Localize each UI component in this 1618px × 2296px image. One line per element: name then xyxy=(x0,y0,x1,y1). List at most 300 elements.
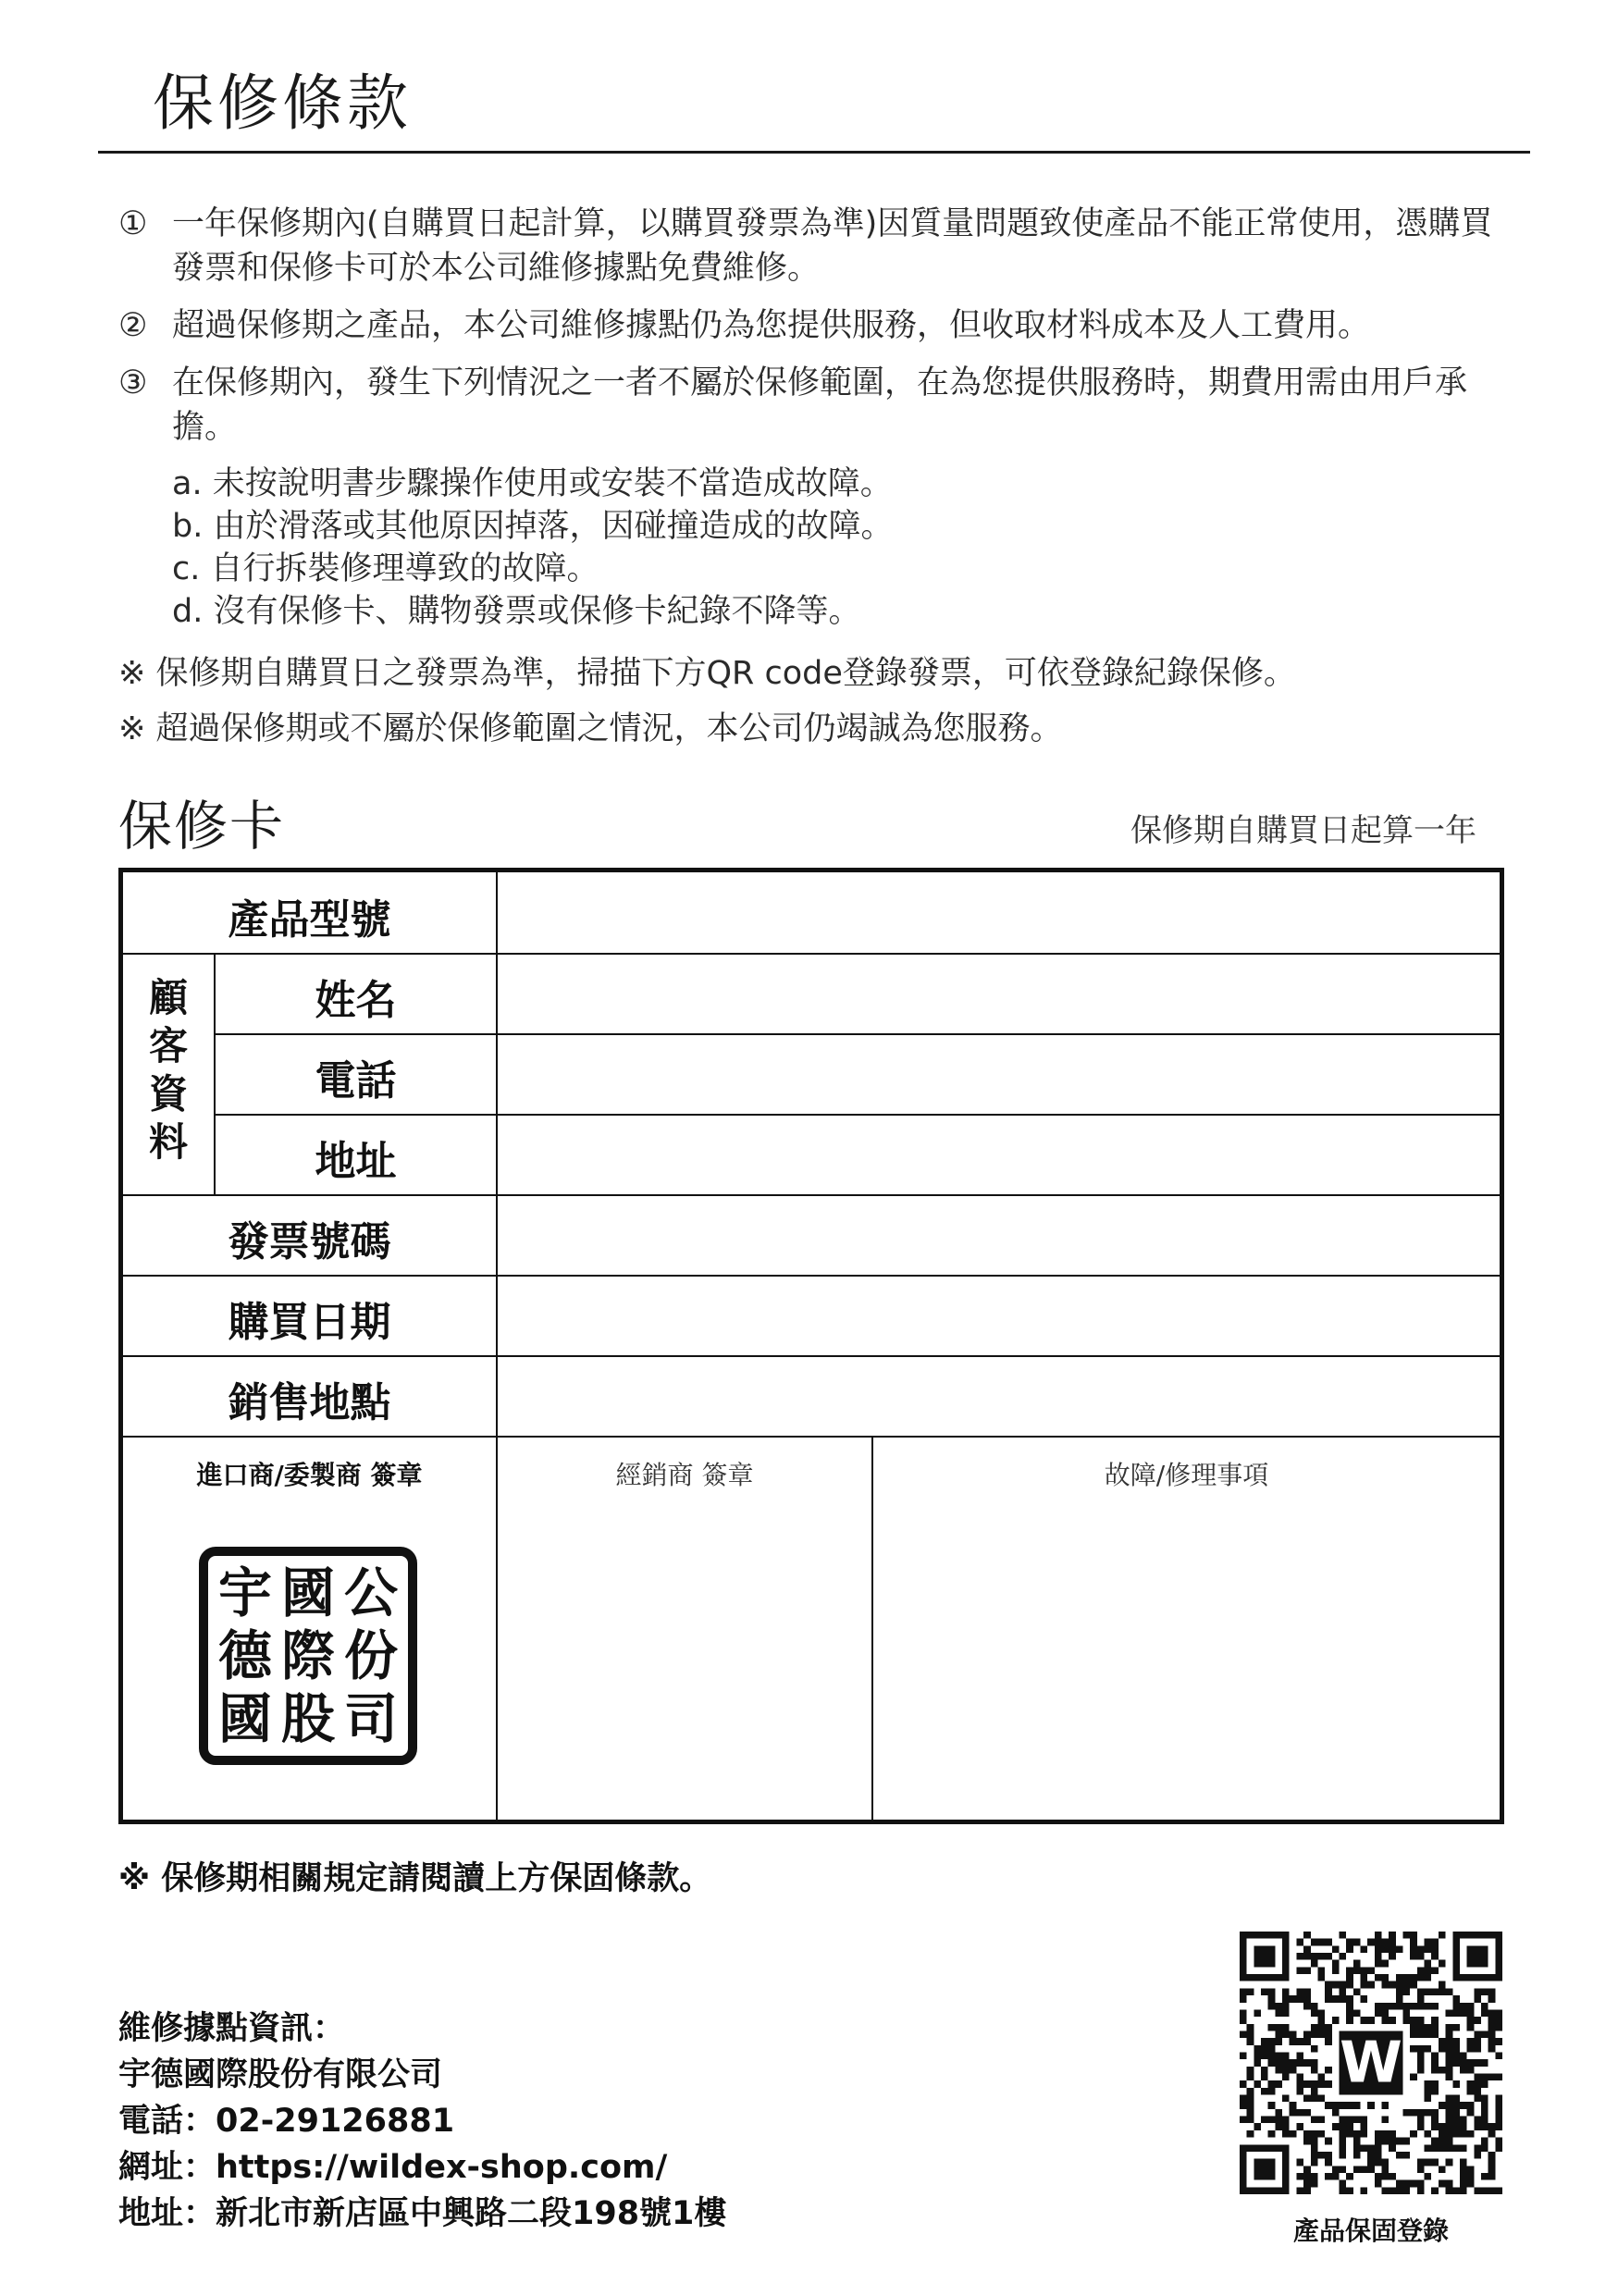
qr-module xyxy=(1403,2017,1411,2024)
label-name: 姓名 xyxy=(315,977,397,1024)
qr-module xyxy=(1296,2187,1303,2194)
qr-module xyxy=(1495,2109,1502,2117)
qr-module xyxy=(1488,1995,1496,2003)
qr-module xyxy=(1452,2130,1460,2138)
qr-module xyxy=(1425,2144,1432,2152)
qr-module xyxy=(1403,1981,1411,1989)
qr-module xyxy=(1311,2117,1318,2124)
qr-module xyxy=(1389,1939,1396,1946)
qr-module xyxy=(1311,2130,1318,2138)
qr-module xyxy=(1389,1932,1396,1939)
qr-module xyxy=(1425,2024,1432,2031)
qr-module xyxy=(1353,2138,1361,2145)
qr-module xyxy=(1481,2095,1488,2103)
qr-module xyxy=(1296,1995,1303,2003)
qr-module xyxy=(1240,2031,1247,2038)
customer-group-char: 資 xyxy=(148,1071,188,1117)
field-repair-notes[interactable] xyxy=(873,1501,1500,1820)
qr-module xyxy=(1488,2038,1496,2045)
qr-module xyxy=(1268,2080,1276,2088)
qr-module xyxy=(1325,1981,1332,1989)
qr-module xyxy=(1282,2067,1290,2074)
qr-module xyxy=(1296,2052,1303,2059)
qr-module xyxy=(1474,2117,1481,2124)
qr-module xyxy=(1268,1995,1276,2003)
qr-module xyxy=(1417,2117,1425,2124)
qr-module xyxy=(1247,2031,1254,2038)
seal-char: 份 xyxy=(343,1624,398,1687)
qr-module xyxy=(1317,1974,1325,1981)
qr-module xyxy=(1275,2003,1282,2010)
qr-module xyxy=(1474,2144,1481,2152)
qr-module xyxy=(1425,1945,1432,1953)
qr-module xyxy=(1446,2045,1453,2053)
qr-module xyxy=(1425,2045,1432,2053)
qr-module xyxy=(1282,2123,1290,2130)
qr-module xyxy=(1495,2138,1502,2145)
qr-module xyxy=(1375,1953,1382,1960)
qr-module xyxy=(1439,2138,1446,2145)
qr-module xyxy=(1346,2117,1353,2124)
qr-module xyxy=(1375,1945,1382,1953)
qr-module xyxy=(1425,2095,1432,2103)
qr-module xyxy=(1495,2009,1502,2017)
qr-module xyxy=(1389,2003,1396,2010)
qr-module xyxy=(1261,1988,1268,1995)
qr-module xyxy=(1275,2109,1282,2117)
qr-module xyxy=(1339,1995,1346,2003)
qr-module xyxy=(1268,2045,1276,2053)
qr-module xyxy=(1425,2031,1432,2038)
qr-module xyxy=(1240,2052,1247,2059)
qr-module xyxy=(1268,2003,1276,2010)
qr-module xyxy=(1460,2052,1467,2059)
qr-module xyxy=(1375,1932,1382,1939)
qr-module xyxy=(1396,1981,1403,1989)
qr-module xyxy=(1431,1967,1439,1974)
qr-module xyxy=(1460,2067,1467,2074)
qr-module xyxy=(1353,1988,1361,1995)
qr-module xyxy=(1474,2123,1481,2130)
qr-module xyxy=(1332,1981,1340,1989)
qr-module xyxy=(1367,2152,1375,2159)
qr-module xyxy=(1240,2102,1247,2109)
qr-module xyxy=(1403,1974,1411,1981)
qr-module xyxy=(1247,2130,1254,2138)
field-sale-location[interactable] xyxy=(498,1357,1500,1436)
qr-module xyxy=(1382,2102,1390,2109)
qr-module xyxy=(1431,2017,1439,2024)
qr-module xyxy=(1425,1974,1432,1981)
qr-module xyxy=(1360,2130,1367,2138)
qr-module xyxy=(1382,2187,1390,2194)
qr-module xyxy=(1389,1945,1396,1953)
qr-module xyxy=(1417,2159,1425,2166)
qr-module xyxy=(1431,1953,1439,1960)
qr-module xyxy=(1417,1967,1425,1974)
qr-module xyxy=(1367,2144,1375,2152)
qr-module xyxy=(1261,2052,1268,2059)
qr-module xyxy=(1452,2024,1460,2031)
qr-module xyxy=(1431,2144,1439,2152)
qr-module xyxy=(1275,2123,1282,2130)
qr-module xyxy=(1439,2045,1446,2053)
qr-module xyxy=(1275,2009,1282,2017)
qr-module xyxy=(1247,2038,1254,2045)
qr-module xyxy=(1439,2144,1446,2152)
qr-module xyxy=(1339,1981,1346,1989)
qr-module xyxy=(1317,2152,1325,2159)
customer-group-char: 料 xyxy=(148,1119,188,1165)
qr-module xyxy=(1431,2067,1439,2074)
qr-module xyxy=(1317,2074,1325,2081)
qr-module xyxy=(1431,2123,1439,2130)
qr-module xyxy=(1431,2088,1439,2095)
qr-module xyxy=(1389,2144,1396,2152)
qr-module xyxy=(1282,2130,1290,2138)
qr-module xyxy=(1303,2038,1311,2045)
term-text: 超過保修期之產品，本公司維修據點仍為您提供服務，但收取材料成本及人工費用。 xyxy=(172,307,1371,344)
qr-module xyxy=(1495,2052,1502,2059)
qr-module xyxy=(1431,2052,1439,2059)
company-seal xyxy=(199,1547,417,1765)
qr-module xyxy=(1311,2159,1318,2166)
qr-module xyxy=(1282,2052,1290,2059)
qr-module xyxy=(1410,2024,1417,2031)
importer-stamp-area xyxy=(123,1438,496,1820)
qr-module xyxy=(1446,2024,1453,2031)
qr-module xyxy=(1375,1939,1382,1946)
qr-module xyxy=(1467,2180,1475,2188)
qr-module xyxy=(1396,2138,1403,2145)
qr-module xyxy=(1282,2095,1290,2103)
qr-module xyxy=(1446,2180,1453,2188)
qr-module xyxy=(1495,2187,1502,2194)
qr-module xyxy=(1439,1988,1446,1995)
title-divider xyxy=(98,151,1530,154)
qr-module xyxy=(1275,2080,1282,2088)
qr-module xyxy=(1303,2166,1311,2173)
qr-module xyxy=(1474,2088,1481,2095)
qr-module xyxy=(1425,1939,1432,1946)
term-item xyxy=(118,361,1506,450)
qr-module xyxy=(1382,2009,1390,2017)
qr-module xyxy=(1339,2123,1346,2130)
qr-module xyxy=(1247,1988,1254,1995)
qr-module xyxy=(1481,2059,1488,2067)
qr-module xyxy=(1303,1995,1311,2003)
qr-module xyxy=(1311,2080,1318,2088)
qr-module xyxy=(1410,2180,1417,2188)
qr-module xyxy=(1474,2038,1481,2045)
qr-module xyxy=(1488,2123,1496,2130)
qr-module xyxy=(1396,2180,1403,2188)
field-purchase-date[interactable] xyxy=(498,1277,1500,1355)
qr-module xyxy=(1247,2074,1254,2081)
qr-module xyxy=(1431,2117,1439,2124)
qr-module xyxy=(1296,2173,1303,2180)
qr-module xyxy=(1332,1995,1340,2003)
qr-module xyxy=(1296,1953,1303,1960)
qr-module xyxy=(1389,2138,1396,2145)
qr-module xyxy=(1311,2024,1318,2031)
page-title: 保修條款 xyxy=(153,68,412,139)
qr-module xyxy=(1247,2024,1254,2031)
qr-module xyxy=(1296,2074,1303,2081)
qr-module xyxy=(1296,2123,1303,2130)
qr-module xyxy=(1481,2109,1488,2117)
qr-module xyxy=(1247,2095,1254,2103)
qr-module xyxy=(1431,1939,1439,1946)
qr-module xyxy=(1275,2052,1282,2059)
qr-module xyxy=(1417,2031,1425,2038)
qr-module xyxy=(1382,2138,1390,2145)
qr-module xyxy=(1410,1953,1417,1960)
qr-module xyxy=(1417,2187,1425,2194)
qr-module xyxy=(1282,2031,1290,2038)
seal-char: 國 xyxy=(280,1562,335,1624)
qr-module xyxy=(1481,2074,1488,2081)
qr-module xyxy=(1325,2067,1332,2074)
qr-module xyxy=(1346,2003,1353,2010)
exclusion-list xyxy=(172,463,1506,633)
service-website[interactable]: 網址：https://wildex-shop.com/ xyxy=(118,2149,668,2186)
field-phone[interactable] xyxy=(498,1035,1500,1114)
qr-module xyxy=(1382,1939,1390,1946)
qr-module xyxy=(1254,2052,1261,2059)
qr-module xyxy=(1367,2102,1375,2109)
qr-module xyxy=(1446,2067,1453,2074)
qr-module xyxy=(1332,2123,1340,2130)
qr-module xyxy=(1410,2017,1417,2024)
qr-module xyxy=(1261,2038,1268,2045)
qr-module xyxy=(1481,2144,1488,2152)
qr-module xyxy=(1446,2095,1453,2103)
qr-module xyxy=(1346,1939,1353,1946)
qr-module xyxy=(1325,2173,1332,2180)
qr-module xyxy=(1346,2102,1353,2109)
qr-module xyxy=(1311,2003,1318,2010)
qr-caption: 產品保固登錄 xyxy=(1292,2216,1449,2246)
qr-module xyxy=(1495,2123,1502,2130)
qr-module xyxy=(1353,2144,1361,2152)
qr-module xyxy=(1382,2130,1390,2138)
qr-module xyxy=(1311,2173,1318,2180)
qr-module xyxy=(1417,2166,1425,2173)
qr-module xyxy=(1311,2059,1318,2067)
qr-module xyxy=(1303,2031,1311,2038)
qr-module xyxy=(1396,1945,1403,1953)
qr-module xyxy=(1317,2130,1325,2138)
field-address[interactable] xyxy=(498,1116,1500,1194)
qr-module xyxy=(1425,2130,1432,2138)
qr-module xyxy=(1481,2117,1488,2124)
qr-module xyxy=(1325,2138,1332,2145)
qr-module xyxy=(1382,2173,1390,2180)
exclusion-item: b. 由於滑落或其他原因掉落，因碰撞造成的故障。 xyxy=(172,508,894,545)
qr-module xyxy=(1474,2152,1481,2159)
qr-module xyxy=(1303,2059,1311,2067)
qr-module xyxy=(1403,2187,1411,2194)
qr-module xyxy=(1460,2159,1467,2166)
qr-module xyxy=(1339,2102,1346,2109)
qr-module xyxy=(1431,1945,1439,1953)
qr-module xyxy=(1261,2088,1268,2095)
qr-module xyxy=(1382,1960,1390,1968)
qr-module xyxy=(1353,1939,1361,1946)
qr-module xyxy=(1488,2074,1496,2081)
qr-module xyxy=(1439,2180,1446,2188)
qr-module xyxy=(1410,2074,1417,2081)
qr-module xyxy=(1346,1967,1353,1974)
qr-module xyxy=(1282,1995,1290,2003)
qr-module xyxy=(1389,2017,1396,2024)
field-invoice[interactable] xyxy=(498,1196,1500,1275)
qr-module xyxy=(1282,1988,1290,1995)
qr-module xyxy=(1495,2095,1502,2103)
qr-module xyxy=(1353,2166,1361,2173)
qr-module xyxy=(1431,1988,1439,1995)
qr-module xyxy=(1382,2017,1390,2024)
qr-module xyxy=(1446,1988,1453,1995)
qr-module xyxy=(1431,2187,1439,2194)
qr-module xyxy=(1460,2059,1467,2067)
qr-module xyxy=(1382,2003,1390,2010)
qr-module xyxy=(1247,2067,1254,2074)
qr-module xyxy=(1296,2059,1303,2067)
service-company: 宇德國際股份有限公司 xyxy=(118,2056,443,2093)
qr-module xyxy=(1382,1981,1390,1989)
qr-module xyxy=(1488,2166,1496,2173)
field-name[interactable] xyxy=(498,955,1500,1033)
qr-module xyxy=(1303,2109,1311,2117)
qr-module xyxy=(1446,2052,1453,2059)
qr-module xyxy=(1290,2067,1297,2074)
qr-module xyxy=(1396,1995,1403,2003)
field-dealer-stamp[interactable] xyxy=(498,1501,871,1820)
qr-module xyxy=(1353,1960,1361,1968)
qr-module xyxy=(1481,2138,1488,2145)
qr-module xyxy=(1375,2138,1382,2145)
qr-module xyxy=(1353,2102,1361,2109)
term-item xyxy=(118,303,1506,348)
qr-module xyxy=(1360,2017,1367,2024)
qr-module xyxy=(1339,2117,1346,2124)
qr-module xyxy=(1311,1960,1318,1968)
qr-module xyxy=(1375,2003,1382,2010)
qr-module xyxy=(1446,2009,1453,2017)
qr-module xyxy=(1488,2159,1496,2166)
qr-module xyxy=(1474,2017,1481,2024)
qr-module xyxy=(1425,1960,1432,1968)
qr-module xyxy=(1240,2017,1247,2024)
qr-module xyxy=(1317,2017,1325,2024)
qr-module xyxy=(1417,1995,1425,2003)
qr-module xyxy=(1431,2059,1439,2067)
qr-module xyxy=(1268,2059,1276,2067)
customer-group-char: 顧 xyxy=(148,975,188,1020)
qr-module xyxy=(1290,2031,1297,2038)
qr-module xyxy=(1268,2038,1276,2045)
qr-module xyxy=(1346,2173,1353,2180)
qr-module xyxy=(1339,2138,1346,2145)
qr-module xyxy=(1382,1945,1390,1953)
qr-module xyxy=(1296,1988,1303,1995)
qr-module xyxy=(1446,2130,1453,2138)
qr-module xyxy=(1346,1945,1353,1953)
qr-module xyxy=(1495,2017,1502,2024)
qr-module xyxy=(1290,2038,1297,2045)
qr-module xyxy=(1346,1974,1353,1981)
field-model[interactable] xyxy=(498,872,1500,953)
qr-module xyxy=(1439,1960,1446,1968)
qr-module xyxy=(1317,1939,1325,1946)
qr-module xyxy=(1460,2009,1467,2017)
qr-module xyxy=(1240,1988,1247,1995)
qr-module xyxy=(1488,2009,1496,2017)
term-text: 在保修期內，發生下列情況之一者不屬於保修範圍，在為您提供服務時，期費用需由用戶承擔。 xyxy=(172,364,1468,446)
qr-module xyxy=(1303,2130,1311,2138)
qr-module xyxy=(1425,2109,1432,2117)
qr-module xyxy=(1382,2159,1390,2166)
qr-module xyxy=(1389,1981,1396,1989)
qr-module xyxy=(1311,1953,1318,1960)
qr-module xyxy=(1311,1939,1318,1946)
qr-module xyxy=(1460,2102,1467,2109)
qr-module xyxy=(1481,2102,1488,2109)
service-address: 地址：新北市新店區中興路二段198號1樓 xyxy=(118,2195,727,2232)
qr-module xyxy=(1375,2144,1382,2152)
note-invoice: ※ 保修期自購買日之發票為準，掃描下方QR code登錄發票，可依登錄紀錄保修。 xyxy=(118,655,1296,692)
qr-module xyxy=(1460,2117,1467,2124)
seal-char: 際 xyxy=(280,1624,335,1687)
qr-module xyxy=(1375,2009,1382,2017)
qr-module xyxy=(1460,2130,1467,2138)
qr-module xyxy=(1296,2088,1303,2095)
qr-module xyxy=(1474,2187,1481,2194)
qr-module xyxy=(1303,2173,1311,2180)
qr-module xyxy=(1367,2159,1375,2166)
qr-module xyxy=(1360,1981,1367,1989)
qr-module xyxy=(1417,1945,1425,1953)
qr-module xyxy=(1403,2138,1411,2145)
qr-module xyxy=(1339,2187,1346,2194)
qr-module xyxy=(1303,1988,1311,1995)
qr-module xyxy=(1452,2109,1460,2117)
qr-module xyxy=(1425,2088,1432,2095)
qr-module xyxy=(1317,2095,1325,2103)
label-importer-stamp: 進口商/委製商 簽章 xyxy=(196,1460,423,1490)
qr-module xyxy=(1282,2074,1290,2081)
qr-module xyxy=(1452,1995,1460,2003)
qr-module xyxy=(1296,1939,1303,1946)
qr-module xyxy=(1339,2130,1346,2138)
qr-module xyxy=(1460,2123,1467,2130)
qr-module xyxy=(1346,2187,1353,2194)
qr-module xyxy=(1474,1995,1481,2003)
qr-module xyxy=(1410,1932,1417,1939)
qr-module xyxy=(1452,2038,1460,2045)
qr-module xyxy=(1332,1945,1340,1953)
warranty-footnote: ※ 保修期相關規定請閱讀上方保固條款。 xyxy=(118,1860,712,1897)
qr-module xyxy=(1346,2009,1353,2017)
qr-module xyxy=(1247,2117,1254,2124)
registration-qr-code[interactable] xyxy=(1240,1932,1502,2194)
qr-module xyxy=(1495,2038,1502,2045)
qr-module xyxy=(1467,2173,1475,2180)
qr-module xyxy=(1431,2031,1439,2038)
qr-module xyxy=(1439,2166,1446,2173)
